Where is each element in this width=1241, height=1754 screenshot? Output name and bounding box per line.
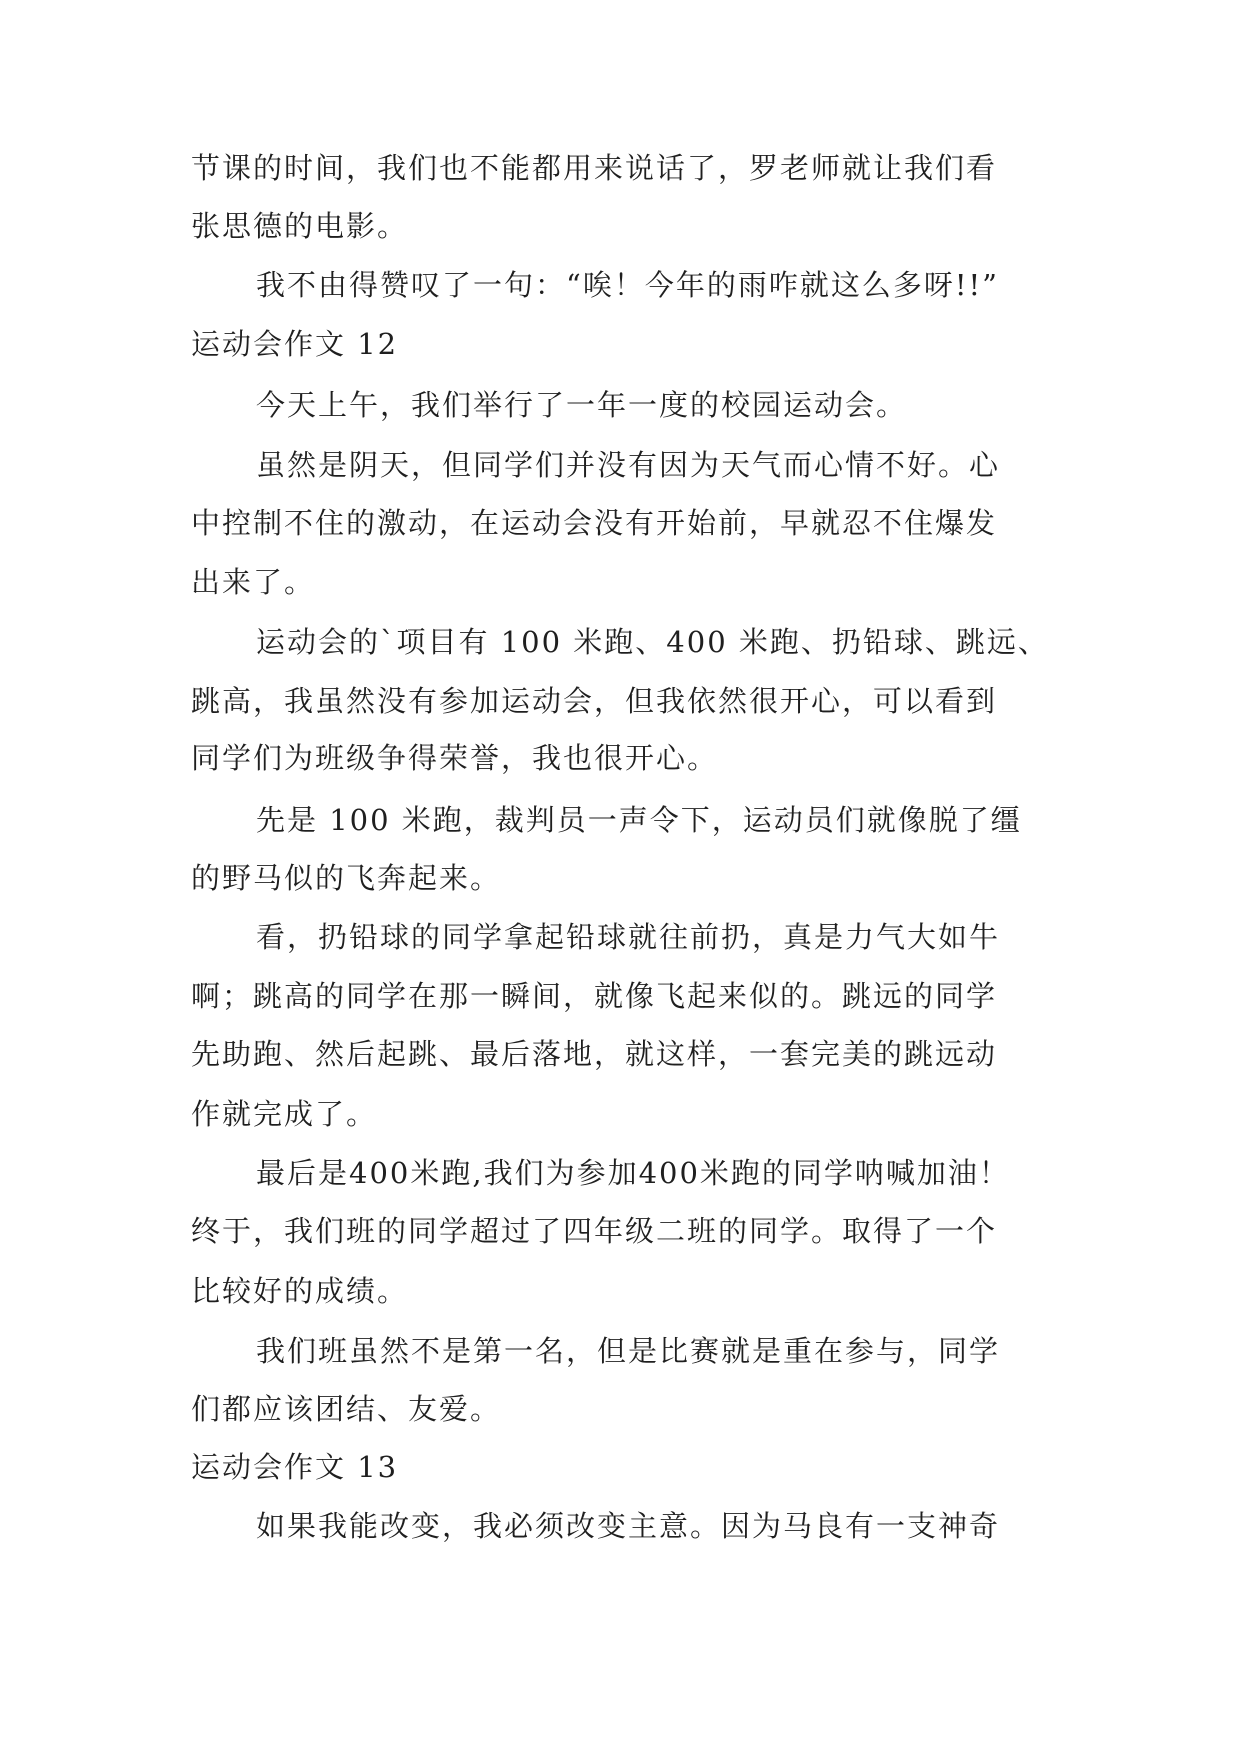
text-line: 比较好的成绩。 — [191, 1274, 409, 1308]
text-line: 同学们为班级争得荣誉，我也很开心。 — [191, 741, 719, 775]
text-line: 最后是400米跑,我们为参加400米跑的同学呐喊加油！ — [256, 1156, 1010, 1190]
text-line: 出来了。 — [191, 565, 316, 599]
text-line: 先是 100 米跑，裁判员一声令下，运动员们就像脱了缰 — [256, 803, 1022, 837]
text-line: 跳高，我虽然没有参加运动会，但我依然很开心，可以看到 — [191, 684, 998, 718]
section-heading: 运动会作文 13 — [191, 1450, 399, 1484]
text-line: 的野马似的飞奔起来。 — [191, 861, 502, 895]
text-line: 中控制不住的激动，在运动会没有开始前，早就忍不住爆发 — [191, 506, 998, 540]
text-line: 今天上午，我们举行了一年一度的校园运动会。 — [256, 388, 908, 422]
text-line: 虽然是阴天，但同学们并没有因为天气而心情不好。心 — [256, 448, 1001, 482]
text-line: 如果我能改变，我必须改变主意。因为马良有一支神奇 — [256, 1509, 1001, 1543]
text-line: 先助跑、然后起跳、最后落地，就这样，一套完美的跳远动 — [191, 1037, 998, 1071]
text-line: 们都应该团结、友爱。 — [191, 1392, 502, 1426]
text-line: 作就完成了。 — [191, 1097, 378, 1131]
text-line: 节课的时间，我们也不能都用来说话了，罗老师就让我们看 — [191, 151, 998, 185]
text-line: 张思德的电影。 — [191, 209, 409, 243]
text-line: 啊；跳高的同学在那一瞬间，就像飞起来似的。跳远的同学 — [191, 979, 998, 1013]
text-line: 看，扔铅球的同学拿起铅球就往前扔，真是力气大如牛 — [256, 920, 1001, 954]
text-line: 终于，我们班的同学超过了四年级二班的同学。取得了一个 — [191, 1214, 998, 1248]
section-heading: 运动会作文 12 — [191, 327, 399, 361]
text-line: 我不由得赞叹了一句：“唉！今年的雨咋就这么多呀!!” — [256, 268, 999, 302]
text-line: 我们班虽然不是第一名，但是比赛就是重在参与，同学 — [256, 1334, 1001, 1368]
text-line: 运动会的`项目有 100 米跑、400 米跑、扔铅球、跳远、 — [256, 625, 1049, 659]
